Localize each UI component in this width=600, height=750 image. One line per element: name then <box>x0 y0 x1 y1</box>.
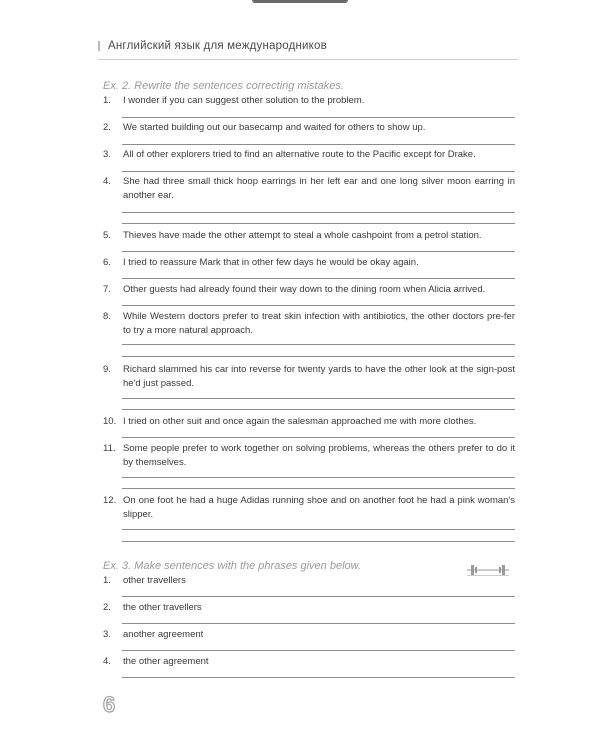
item-phrase: another agreement <box>123 629 204 640</box>
item-phrase: the other agreement <box>123 656 209 667</box>
item-number: 6. <box>103 257 111 268</box>
answer-line[interactable] <box>122 278 515 279</box>
answer-line[interactable] <box>122 623 515 624</box>
item-sentence: On one foot he had a huge Adidas running shoe and on another foot he had a pink woman's slipper. <box>123 495 515 520</box>
item-sentence: Other guests had already found their way down to the dining room when Alicia arrived. <box>123 284 486 295</box>
answer-line[interactable] <box>122 117 515 118</box>
item-number: 12. <box>103 495 117 506</box>
item-sentence: I tried to reassure Mark that in other few days he would be okay again. <box>123 257 419 268</box>
item-number: 3. <box>103 149 111 160</box>
answer-line[interactable] <box>122 677 515 678</box>
answer-line[interactable] <box>122 212 515 213</box>
answer-line[interactable] <box>122 477 515 478</box>
answer-line[interactable] <box>122 251 515 252</box>
answer-line[interactable] <box>122 305 515 306</box>
item-sentence: She had three small thick hoop earrings in her left ear and one long silver moon earring in another ear. <box>123 176 515 201</box>
item-number: 5. <box>103 230 111 241</box>
answer-line[interactable] <box>122 541 515 542</box>
item-number: 11. <box>103 443 116 454</box>
item-number: 2. <box>103 122 111 133</box>
answer-line[interactable] <box>122 529 515 530</box>
page-number: 6 <box>103 692 116 717</box>
item-number: 1. <box>103 575 111 586</box>
item-phrase: other travellers <box>123 575 186 586</box>
item-number: 3. <box>103 629 111 640</box>
item-number: 2. <box>103 602 111 613</box>
answer-line[interactable] <box>122 344 515 345</box>
answer-line[interactable] <box>122 171 515 172</box>
running-header <box>98 40 327 52</box>
header-marker <box>98 41 100 51</box>
item-number: 4. <box>103 176 111 187</box>
answer-line[interactable] <box>122 144 515 145</box>
answer-line[interactable] <box>122 356 515 357</box>
item-sentence: I wonder if you can suggest other solution to the problem. <box>123 95 365 106</box>
running-title: Английский язык для международников <box>108 40 327 52</box>
answer-line[interactable] <box>122 223 515 224</box>
answer-line[interactable] <box>122 488 515 489</box>
item-sentence: While Western doctors prefer to treat skin infection with antibiotics, the other doctors pre-fer to try a more natural approach. <box>123 311 515 336</box>
item-number: 10. <box>103 416 117 427</box>
item-sentence: Some people prefer to work together on solving problems, whereas the others prefer to do it by themselves. <box>123 443 515 468</box>
answer-line[interactable] <box>122 398 515 399</box>
exercise-2-title: Ex. 2. Rewrite the sentences correcting mistakes. <box>103 80 344 92</box>
header-divider <box>98 59 518 60</box>
item-sentence: Richard slammed his car into reverse for twenty yards to have the other look at the sign-post he'd just passed. <box>123 364 515 389</box>
item-number: 7. <box>103 284 111 295</box>
exercise-3-title: Ex. 3. Make sentences with the phrases given below. <box>103 560 362 572</box>
item-sentence: Thieves have made the other attempt to steal a whole cashpoint from a petrol station. <box>123 230 482 241</box>
answer-line[interactable] <box>122 437 515 438</box>
answer-line[interactable] <box>122 650 515 651</box>
item-sentence: We started building out our basecamp and waited for others to show up. <box>123 122 426 133</box>
answer-line[interactable] <box>122 596 515 597</box>
answer-line[interactable] <box>122 409 515 410</box>
item-sentence: I tried on other suit and once again the salesman approached me with more clothes. <box>123 416 477 427</box>
item-phrase: the other travellers <box>123 602 202 613</box>
item-number: 4. <box>103 656 111 667</box>
item-sentence: All of other explorers tried to find an alternative route to the Pacific except for Drake. <box>123 149 476 160</box>
item-number: 1. <box>103 95 111 106</box>
item-number: 8. <box>103 311 111 322</box>
item-number: 9. <box>103 364 111 375</box>
top-edge-rule <box>252 0 348 3</box>
